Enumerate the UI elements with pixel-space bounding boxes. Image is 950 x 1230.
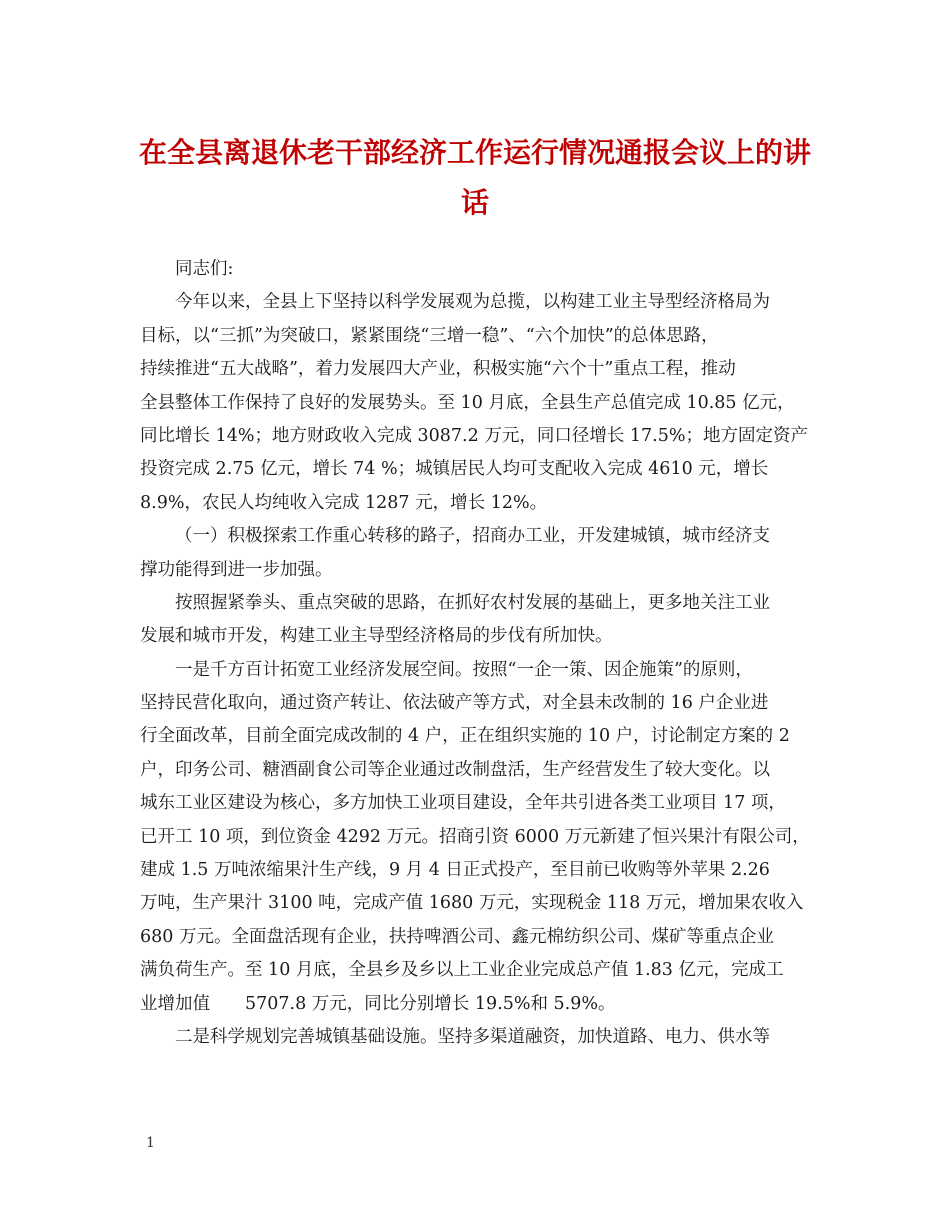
paragraph-line: 目标，以“三抓”为突破口，紧紧围绕“三增一稳”、“六个加快”的总体思路， — [140, 325, 719, 346]
paragraph-line: 业增加值 5707.8 万元，同比分别增长 19.5%和 5.9%。 — [140, 993, 616, 1014]
paragraph-2 — [140, 520, 822, 587]
paragraph-line: 坚持民营化取向，通过资产转让、依法破产等方式，对全县未改制的 16 户企业进 — [140, 693, 769, 714]
salutation: 同志们: — [175, 259, 234, 279]
paragraph-line: 同比增长 14%；地方财政收入完成 3087.2 万元，同口径增长 17.5%；地方固定资产 — [140, 425, 808, 446]
paragraph-line: 行全面改革，目前全面完成改制的 4 户，正在组织实施的 10 户，讨论制定方案的 2 — [140, 726, 790, 747]
paragraph-line: 满负荷生产。至 10 月底，全县乡及乡以上工业企业完成总产值 1.83 亿元，完成工 — [140, 960, 784, 981]
paragraph-line: 今年以来，全县上下坚持以科学发展观为总揽，以构建工业主导型经济格局为 — [175, 292, 770, 313]
paragraph-line: 全县整体工作保持了良好的发展势头。至 10 月底，全县生产总值完成 10.85 亿元， — [140, 392, 795, 413]
document-title — [120, 128, 830, 228]
paragraph-line: 二是科学规划完善城镇基础设施。坚持多渠道融资，加快道路、电力、供水等 — [175, 1026, 770, 1047]
paragraph-line: 一是千方百计拓宽工业经济发展空间。按照“一企一策、因企施策”的原则， — [175, 659, 753, 680]
title-line-2: 话 — [460, 186, 489, 219]
title-line-1: 在全县离退休老干部经济工作运行情况通报会议上的讲 — [138, 136, 811, 169]
paragraph-line: （一）积极探索工作重心转移的路子，招商办工业，开发建城镇，城市经济支 — [175, 526, 770, 547]
paragraph-1 — [140, 286, 822, 520]
paragraph-line: 发展和城市开发，构建工业主导型经济格局的步伐有所加快。 — [140, 626, 613, 647]
paragraph-line: 8.9%，农民人均纯收入完成 1287 元，增长 12%。 — [140, 492, 548, 513]
document-body — [140, 253, 822, 1054]
paragraph-line: 建成 1.5 万吨浓缩果汁生产线，9 月 4 日正式投产，至目前已收购等外苹果 2.26 — [140, 860, 770, 881]
paragraph-3 — [140, 587, 822, 654]
paragraph-line: 已开工 10 项，到位资金 4292 万元。招商引资 6000 万元新建了恒兴果汁有限公司， — [140, 826, 810, 847]
paragraph-line: 680 万元。全面盘活现有企业，扶持啤酒公司、鑫元棉纺织公司、煤矿等重点企业 — [140, 926, 774, 947]
paragraph-line: 撑功能得到进一步加强。 — [140, 559, 333, 580]
paragraph-line: 按照握紧拳头、重点突破的思路，在抓好农村发展的基础上，更多地关注工业 — [175, 592, 770, 613]
paragraph-line: 持续推进“五大战略”，着力发展四大产业，积极实施“六个十”重点工程，推动 — [140, 359, 736, 380]
paragraph-line: 万吨，生产果汁 3100 吨，完成产值 1680 万元，实现税金 118 万元，增加果农收入 — [140, 893, 804, 914]
paragraph-line: 投资完成 2.75 亿元，增长 74 %；城镇居民人均可支配收入完成 4610 元，增长 — [140, 459, 769, 480]
paragraph-5 — [140, 1021, 822, 1054]
paragraph-line: 城东工业区建设为核心，多方加快工业项目建设，全年共引进各类工业项目 17 项， — [140, 793, 786, 814]
page-number: 1 — [146, 1135, 155, 1151]
paragraph-4 — [140, 654, 822, 1021]
paragraph-line: 户，印务公司、糖酒副食公司等企业通过改制盘活，生产经营发生了较大变化。以 — [140, 759, 770, 780]
